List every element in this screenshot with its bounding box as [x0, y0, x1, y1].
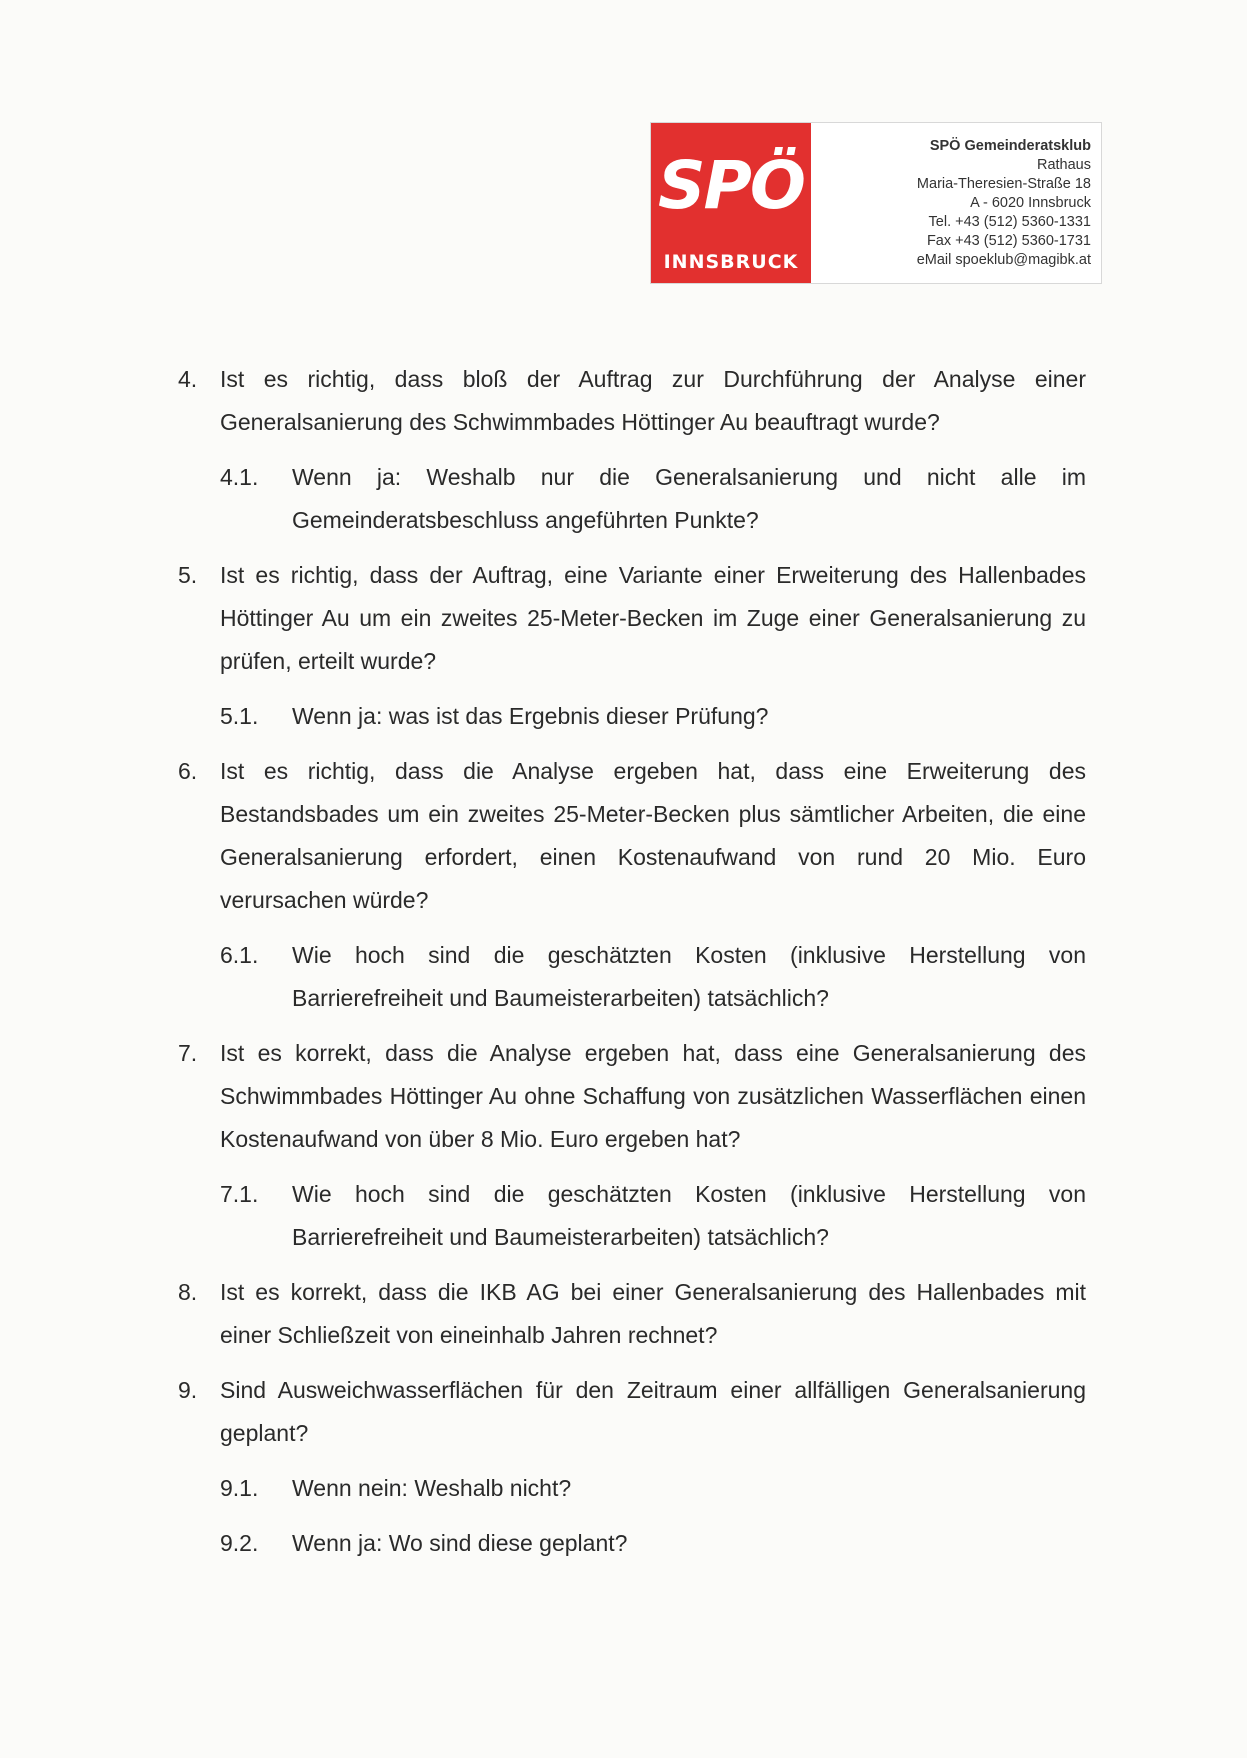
contact-line: Fax +43 (512) 5360-1731	[926, 233, 1091, 249]
subquestion-text: Wenn ja: Wo sind diese geplant?	[292, 1530, 628, 1556]
contact-org: SPÖ Gemeinderatsklub	[929, 138, 1091, 154]
question-number: 4.	[178, 366, 198, 392]
question-text: Ist es richtig, dass die Analyse ergeben hat, dass eine Erweiterung des Bestandsbades um ein zweites 25-Meter-Becken plus sämtlicher Arbeiten, die eine Generalsanierung erfordert, einen Kostenaufwand von rund 20 Mio. Euro verursachen würde?	[220, 758, 1086, 913]
subquestion-number: 9.2.	[220, 1530, 259, 1556]
question-item	[178, 750, 1086, 922]
logo-subtext: INNSBRUCK	[663, 251, 799, 273]
letterhead	[650, 122, 1102, 284]
subquestion-number: 4.1.	[220, 464, 259, 490]
question-item	[178, 1032, 1086, 1161]
subquestion-number: 7.1.	[220, 1181, 259, 1207]
subquestion-item	[220, 456, 1086, 542]
question-item	[178, 1271, 1086, 1357]
subquestion-number: 5.1.	[220, 703, 259, 729]
subquestion-item	[220, 1522, 1086, 1565]
contact-block	[811, 123, 1101, 283]
contact-line: Tel. +43 (512) 5360-1331	[928, 214, 1091, 230]
contact-line: A - 6020 Innsbruck	[970, 195, 1091, 211]
spoe-logo	[651, 123, 811, 283]
subquestion-item	[220, 695, 1086, 738]
question-text: Ist es korrekt, dass die Analyse ergeben hat, dass eine Generalsanierung des Schwimmbades Höttinger Au ohne Schaffung von zusätzlichen Wasserflächen einen Kostenaufwand von über 8 Mio. Euro ergeben hat?	[220, 1040, 1086, 1152]
question-number: 6.	[178, 758, 198, 784]
contact-line: Rathaus	[1036, 157, 1091, 173]
subquestion-text: Wenn ja: Weshalb nur die Generalsanierung und nicht alle im Gemeinderatsbeschluss angeführten Punkte?	[292, 464, 1086, 533]
question-number: 7.	[178, 1040, 198, 1066]
subquestion-text: Wie hoch sind die geschätzten Kosten (inklusive Herstellung von Barrierefreiheit und Baumeisterarbeiten) tatsächlich?	[292, 942, 1086, 1011]
subquestion-number: 6.1.	[220, 942, 259, 968]
question-text: Sind Ausweichwasserflächen für den Zeitraum einer allfälligen Generalsanierung geplant?	[220, 1377, 1086, 1446]
contact-line: Maria-Theresien-Straße 18	[916, 176, 1091, 192]
subquestion-number: 9.1.	[220, 1475, 259, 1501]
subquestion-text: Wie hoch sind die geschätzten Kosten (inklusive Herstellung von Barrierefreiheit und Baumeisterarbeiten) tatsächlich?	[292, 1181, 1086, 1250]
subquestion-item	[220, 934, 1086, 1020]
question-number: 8.	[178, 1279, 198, 1305]
subquestion-item	[220, 1467, 1086, 1510]
subquestion-text: Wenn ja: was ist das Ergebnis dieser Prüfung?	[292, 703, 769, 729]
question-text: Ist es korrekt, dass die IKB AG bei einer Generalsanierung des Hallenbades mit einer Schließzeit von eineinhalb Jahren rechnet?	[220, 1279, 1086, 1348]
question-item	[178, 1369, 1086, 1455]
question-list	[178, 358, 1086, 1577]
question-number: 9.	[178, 1377, 198, 1403]
question-item	[178, 554, 1086, 683]
subquestion-item	[220, 1173, 1086, 1259]
question-text: Ist es richtig, dass bloß der Auftrag zur Durchführung der Analyse einer Generalsanierung des Schwimmbades Höttinger Au beauftragt wurde?	[220, 366, 1086, 435]
question-number: 5.	[178, 562, 198, 588]
subquestion-text: Wenn nein: Weshalb nicht?	[292, 1475, 572, 1501]
contact-email: eMail spoeklub@magibk.at	[916, 252, 1091, 268]
logo-text: SPÖ	[657, 147, 804, 224]
question-text: Ist es richtig, dass der Auftrag, eine Variante einer Erweiterung des Hallenbades Höttinger Au um ein zweites 25-Meter-Becken im Zuge einer Generalsanierung zu prüfen, erteilt wurde?	[220, 562, 1086, 674]
question-item	[178, 358, 1086, 444]
